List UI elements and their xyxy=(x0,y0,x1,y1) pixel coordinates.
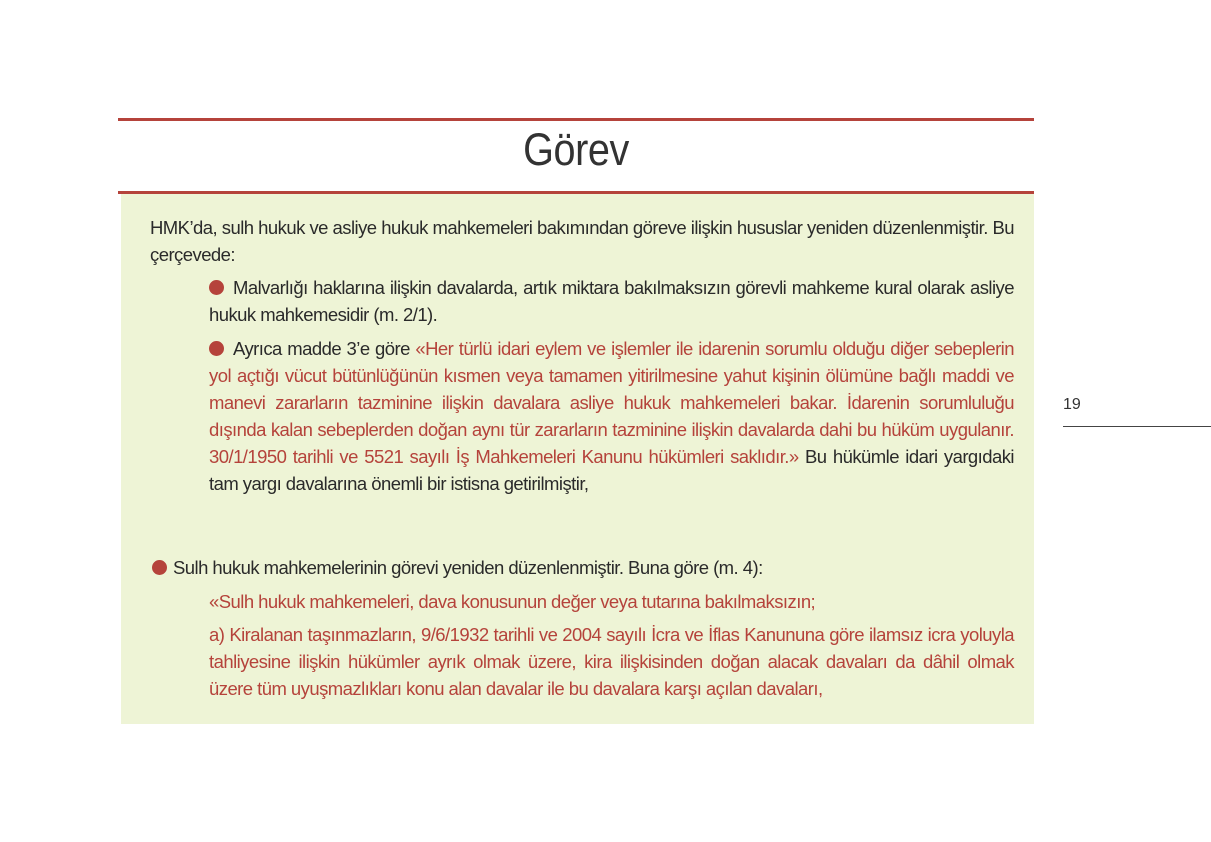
statute-quote: «Her türlü idari eylem ve işlemler ile idarenin sorumlu olduğu diğer sebeplerin yol açtığı vücut bütünlüğünün kısmen veya tamamen yitirilmesine yahut kişinin ölümüne bağlı maddi ve manevi zararların tazminine ilişkin davalara asliye hukuk mahkemeleri bakar. İdarenin sorumluluğu dışında kalan sebeplerden doğan aynı tür zararların tazminine ilişkin davalarda dahi bu hüküm uygulanır. 30/1/1950 tarihli ve 5521 sayılı İş Mahkemeleri Kanunu hükümleri saklıdır.» xyxy=(209,338,1014,467)
bullet-tail-text: Bu hükümle idari yargıdaki tam yargı davalarına önemli bir istisna getirilmiştir, xyxy=(209,446,1014,494)
bullet-item-malvarligi xyxy=(209,274,1014,328)
intro-paragraph: HMK’da, sulh hukuk ve asliye hukuk mahkemeleri bakımından göreve ilişkin hususlar yeniden düzenlenmiştir. Bu çerçevede: xyxy=(150,217,1014,265)
page-number: 19 xyxy=(1063,396,1081,413)
bullet-dot-icon xyxy=(209,280,224,295)
bullet-item-sulh-hukuk xyxy=(152,554,1014,581)
bullet-item-madde-3 xyxy=(209,335,1014,497)
statute-quote-item-a: a) Kiralanan taşınmazların, 9/6/1932 tarihli ve 2004 sayılı İcra ve İflas Kanununa göre ilamsız icra yoluyla tahliyesine ilişkin hükümler ayrık olmak üzere, kira ilişkisinden doğan alacak davaları da dâhil olmak üzere tüm uyuşmazlıkları konu alan davalar ile bu davalara karşı açılan davaları, xyxy=(209,624,1014,699)
bullet-lead-text: Ayrıca madde 3’e göre xyxy=(233,338,416,359)
bullet-text: Malvarlığı haklarına ilişkin davalarda, artık miktara bakılmaksızın görevli mahkeme kural olarak asliye hukuk mahkemesidir (m. 2/1). xyxy=(209,277,1014,325)
bullet-text: Sulh hukuk mahkemelerinin görevi yeniden düzenlenmiştir. Buna göre (m. 4): xyxy=(173,557,763,578)
page-title: Görev xyxy=(523,124,629,175)
bullet-dot-icon xyxy=(209,341,224,356)
statute-quote-intro: «Sulh hukuk mahkemeleri, dava konusunun değer veya tutarına bakılmaksızın; xyxy=(209,591,816,612)
bullet-dot-icon xyxy=(152,560,167,575)
page-number-rule xyxy=(1063,426,1211,427)
